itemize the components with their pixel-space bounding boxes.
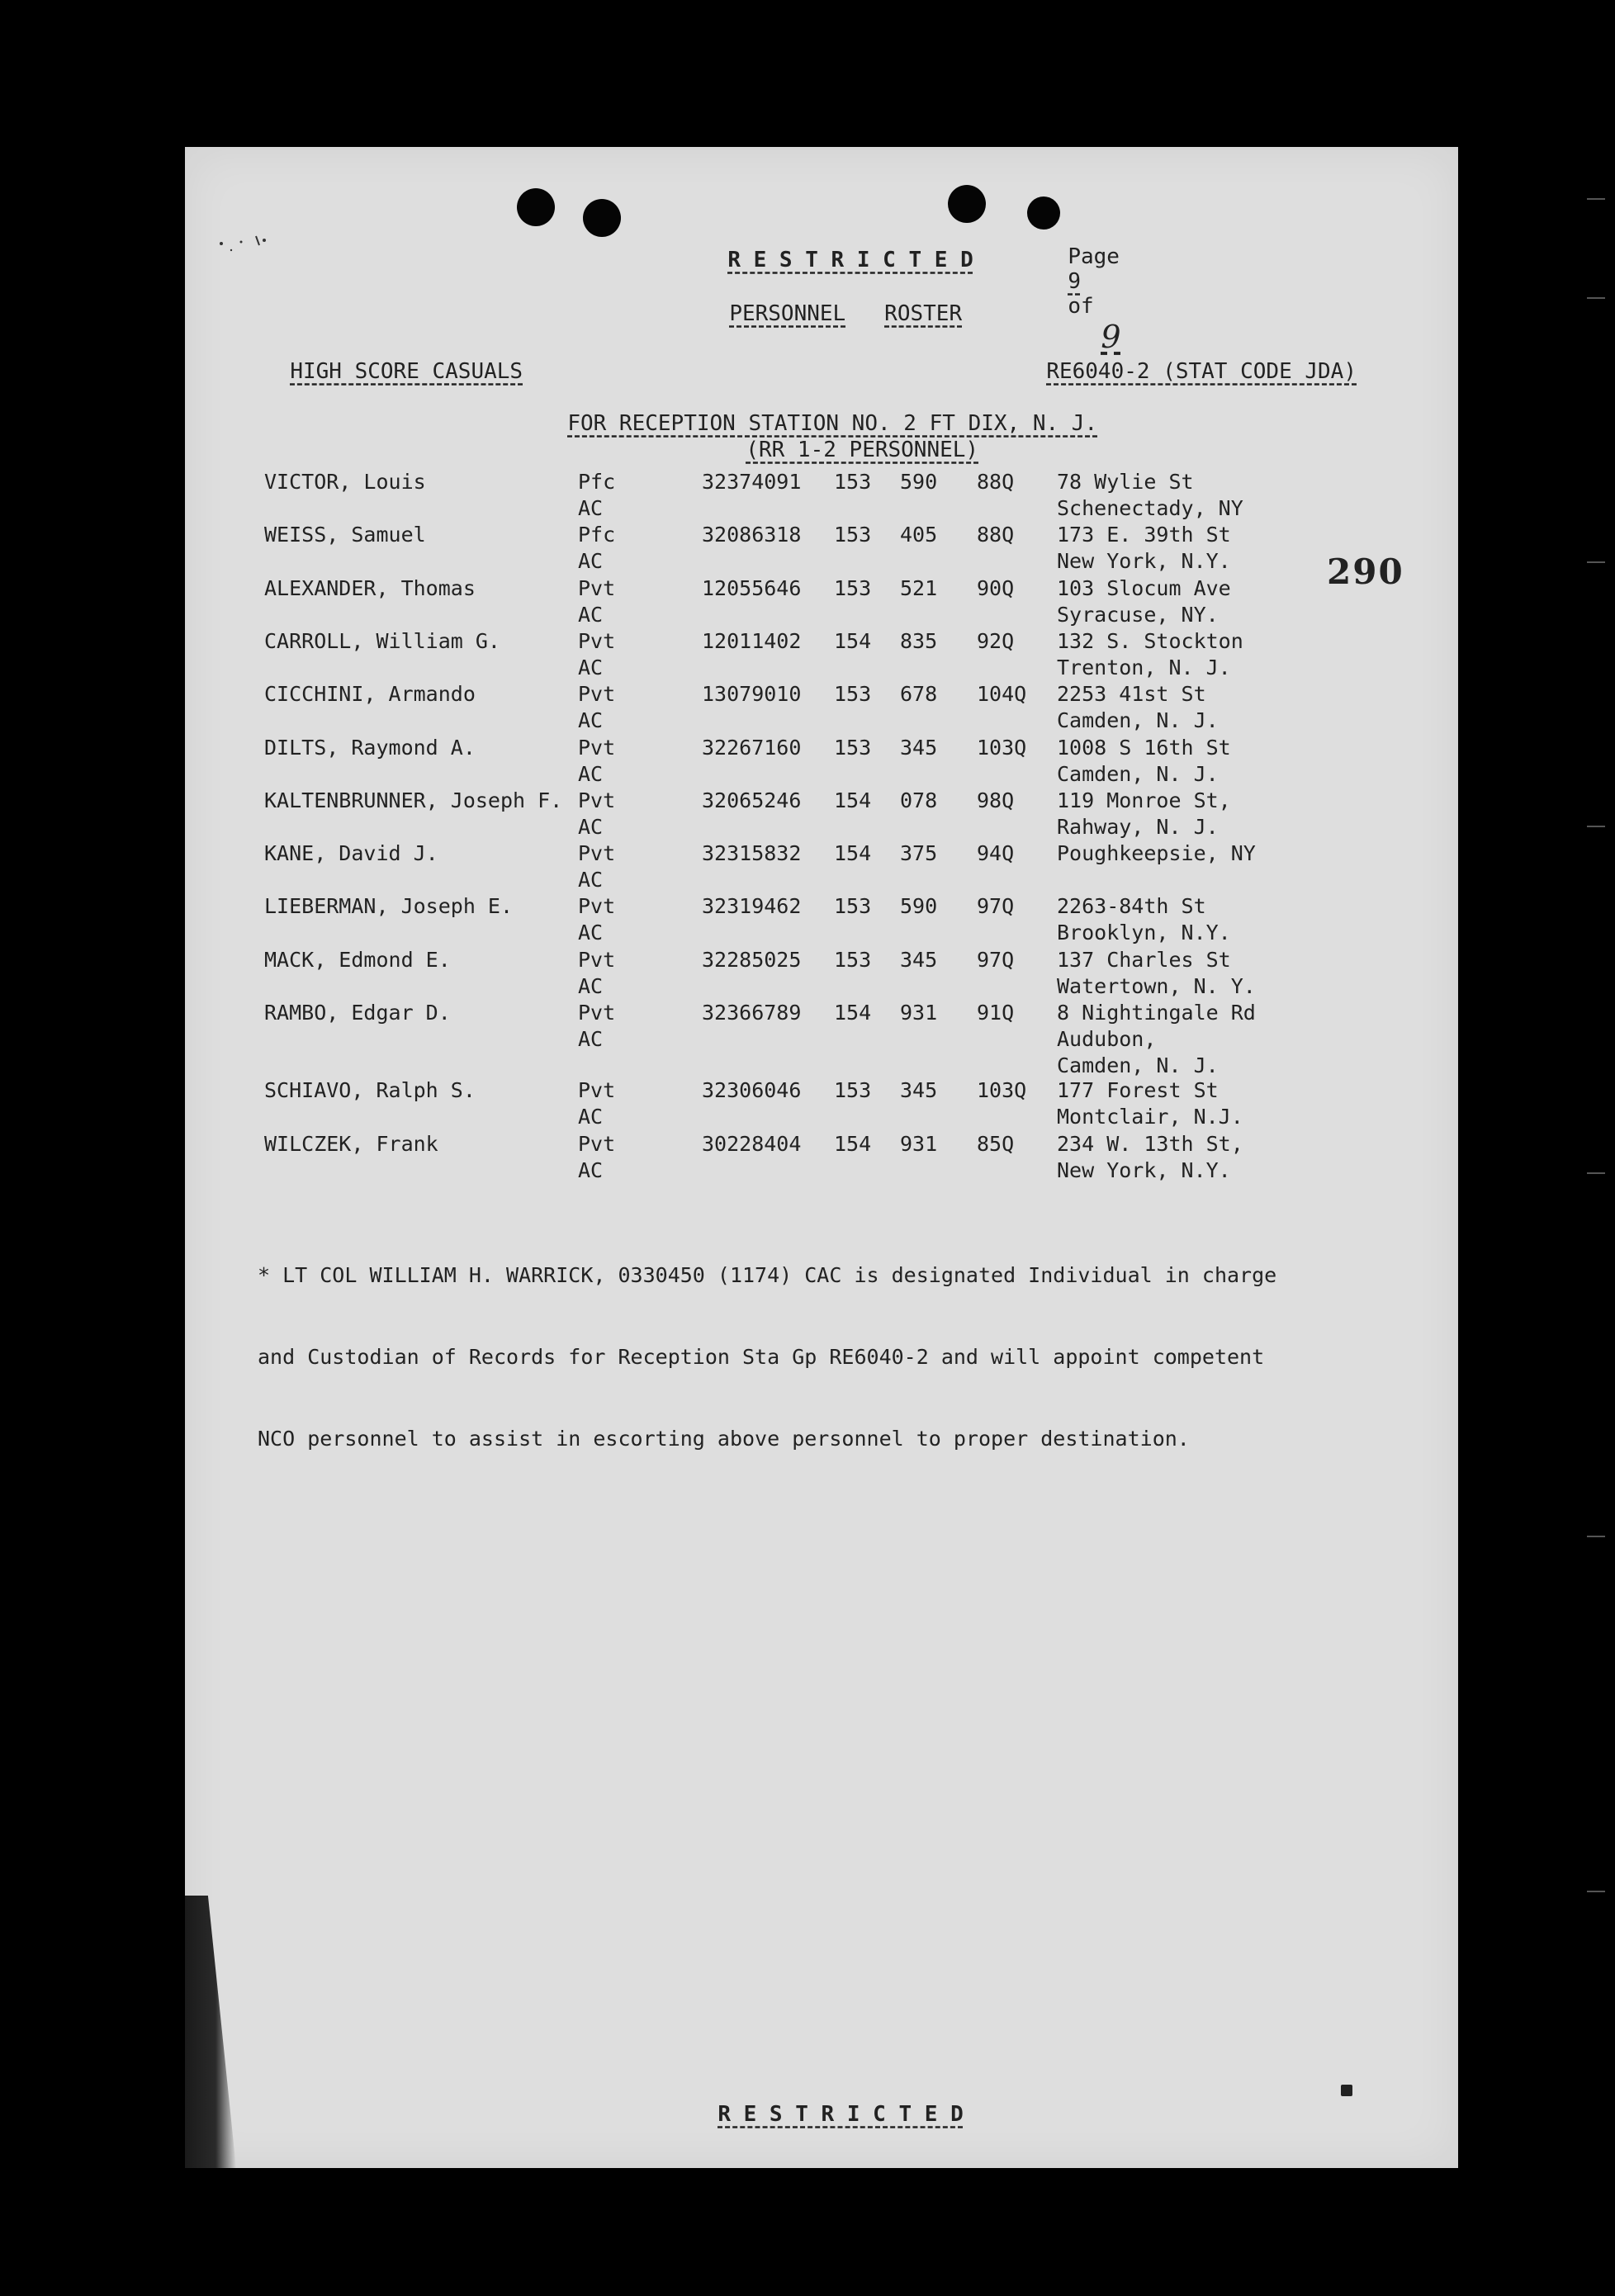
roster-branch: AC [578,868,604,892]
roster-row [0,1132,1615,1185]
roster-serial: 32065246 [702,788,802,812]
roster-serial: 32319462 [702,894,802,919]
roster-rank: Pvt [578,575,616,600]
footnote [258,1207,1276,1479]
roster-branch: AC [578,549,604,574]
roster-branch: AC [578,602,604,627]
roster-address-line: New York, N.Y. [1057,549,1231,574]
group-code: RE6040-2 (STAT CODE JDA) [1046,359,1357,384]
roster-branch: AC [578,1157,604,1182]
roster-address-line: 132 S. Stockton [1057,628,1243,653]
roster-rank: Pvt [578,1131,616,1156]
station-line-2: (RR 1-2 PERSONNEL) [746,438,979,462]
roster-row [0,576,1615,629]
page-indicator: Page 9 of 9 [1068,244,1121,355]
scan-tick [1587,1891,1605,1892]
roster-code-b: 078 [900,788,938,812]
roster-serial: 32315832 [702,841,802,866]
roster-address-line: 103 Slocum Ave [1057,575,1231,600]
roster-rank: Pvt [578,894,616,919]
roster-score: 94Q [977,841,1015,866]
roster-code-b: 678 [900,682,938,707]
roster-name: CARROLL, William G. [264,628,500,653]
roster-name: KALTENBRUNNER, Joseph F. [264,788,563,812]
roster-branch: AC [578,973,604,998]
scan-tick [1587,826,1605,827]
roster-rank: Pfc [578,470,616,494]
roster-code-b: 835 [900,628,938,653]
roster-code-a: 153 [834,1078,872,1103]
roster-row [0,682,1615,735]
roster-branch: AC [578,655,604,679]
roster-code-a: 153 [834,735,872,760]
roster-serial: 13079010 [702,682,802,707]
roster-address-line: Camden, N. J. [1057,708,1219,733]
roster-row [0,1001,1615,1077]
roster-score: 103Q [977,1078,1027,1103]
roster-address-line: Audubon, [1057,1027,1157,1051]
roster-serial: 12055646 [702,575,802,600]
roster-serial: 32267160 [702,735,802,760]
roster-address-line: 234 W. 13th St, [1057,1131,1243,1156]
roster-rank: Pvt [578,682,616,707]
roster-row [0,523,1615,575]
roster-name: WEISS, Samuel [264,523,426,547]
classification-header: R E S T R I C T E D [727,248,973,272]
roster-branch: AC [578,761,604,786]
roster-branch: AC [578,1105,604,1129]
footnote-line: and Custodian of Records for Reception Sta Gp RE6040-2 and will appoint competent [258,1345,1265,1369]
roster-address-line: 8 Nightingale Rd [1057,1001,1256,1025]
roster-name: RAMBO, Edgar D. [264,1001,451,1025]
scan-tick [1587,198,1605,200]
roster-address-line: 1008 S 16th St [1057,735,1231,760]
roster-address-line: 2253 41st St [1057,682,1206,707]
corner-mark [1341,2085,1352,2096]
roster-address-line: 173 E. 39th St [1057,523,1231,547]
roster-score: 97Q [977,894,1015,919]
roster-name: DILTS, Raymond A. [264,735,476,760]
roster-rank: Pvt [578,788,616,812]
scan-tick [1587,1536,1605,1537]
roster-code-a: 154 [834,1131,872,1156]
roster-serial: 32306046 [702,1078,802,1103]
roster-rank: Pvt [578,841,616,866]
roster-row [0,948,1615,1001]
roster-rank: Pvt [578,947,616,972]
roster-score: 85Q [977,1131,1015,1156]
roster-row [0,788,1615,841]
scan-tick [1587,1172,1605,1174]
roster-code-a: 153 [834,523,872,547]
roster-code-a: 154 [834,628,872,653]
roster-score: 91Q [977,1001,1015,1025]
roster-name: KANE, David J. [264,841,438,866]
roster-score: 88Q [977,523,1015,547]
roster-row [0,894,1615,947]
roster-code-a: 153 [834,947,872,972]
roster-score: 88Q [977,470,1015,494]
roster-serial: 32086318 [702,523,802,547]
roster-rank: Pvt [578,1001,616,1025]
roster-code-b: 521 [900,575,938,600]
roster-score: 104Q [977,682,1027,707]
scan-tick [1587,297,1605,299]
roster-rank: Pvt [578,628,616,653]
roster-code-b: 345 [900,947,938,972]
roster-branch: AC [578,708,604,733]
roster-code-b: 345 [900,1078,938,1103]
scan-tick [1587,561,1605,563]
group-name: HIGH SCORE CASUALS [290,359,523,384]
roster-code-a: 154 [834,788,872,812]
roster-address-line: Schenectady, NY [1057,496,1243,520]
roster-name: SCHIAVO, Ralph S. [264,1078,476,1103]
roster-serial: 12011402 [702,628,802,653]
roster-score: 92Q [977,628,1015,653]
footnote-line: * LT COL WILLIAM H. WARRICK, 0330450 (1174) CAC is designated Individual in charge [258,1263,1277,1287]
roster-address-line: Syracuse, NY. [1057,602,1219,627]
roster-branch: AC [578,1027,604,1051]
roster-row [0,841,1615,894]
roster-address-line: New York, N.Y. [1057,1157,1231,1182]
document-title: PERSONNEL ROSTER [729,301,963,326]
roster-branch: AC [578,921,604,945]
roster-serial: 30228404 [702,1131,802,1156]
station-line-1: FOR RECEPTION STATION NO. 2 FT DIX, N. J. [567,411,1098,436]
roster-code-b: 590 [900,894,938,919]
roster-address-line: 2263-84th St [1057,894,1206,919]
roster-rank: Pvt [578,735,616,760]
roster-branch: AC [578,814,604,839]
roster-code-b: 590 [900,470,938,494]
roster-code-a: 154 [834,1001,872,1025]
roster-row [0,470,1615,523]
roster-serial: 32374091 [702,470,802,494]
roster-score: 97Q [977,947,1015,972]
roster-address-line: Watertown, N. Y. [1057,973,1256,998]
roster-code-a: 153 [834,470,872,494]
classification-footer: R E S T R I C T E D [718,2102,964,2127]
roster-row [0,1078,1615,1131]
roster-rank: Pfc [578,523,616,547]
roster-address-line: Camden, N. J. [1057,761,1219,786]
stamped-number: 290 [1327,552,1404,592]
roster-code-b: 375 [900,841,938,866]
roster-code-a: 154 [834,841,872,866]
roster-address-line: 78 Wylie St [1057,470,1194,494]
roster-name: ALEXANDER, Thomas [264,575,476,600]
roster-address-line: Camden, N. J. [1057,1053,1219,1077]
roster-score: 98Q [977,788,1015,812]
roster-row [0,736,1615,788]
roster-address-line: Montclair, N.J. [1057,1105,1243,1129]
roster-address-line: Trenton, N. J. [1057,655,1231,679]
roster-code-b: 405 [900,523,938,547]
roster-serial: 32285025 [702,947,802,972]
roster-row [0,629,1615,682]
roster-code-b: 931 [900,1131,938,1156]
roster-address-line: 119 Monroe St, [1057,788,1231,812]
roster-name: VICTOR, Louis [264,470,426,494]
roster-name: CICCHINI, Armando [264,682,476,707]
roster-code-a: 153 [834,575,872,600]
roster-serial: 32366789 [702,1001,802,1025]
roster-branch: AC [578,496,604,520]
roster-address-line: 137 Charles St [1057,947,1231,972]
roster-address-line: Poughkeepsie, NY [1057,841,1256,866]
roster-name: LIEBERMAN, Joseph E. [264,894,514,919]
roster-name: WILCZEK, Frank [264,1131,438,1156]
roster-score: 90Q [977,575,1015,600]
roster-code-a: 153 [834,894,872,919]
roster-code-a: 153 [834,682,872,707]
footnote-line: NCO personnel to assist in escorting above personnel to proper destination. [258,1427,1190,1451]
roster-address-line: Brooklyn, N.Y. [1057,921,1231,945]
roster-name: MACK, Edmond E. [264,947,451,972]
roster-rank: Pvt [578,1078,616,1103]
roster-score: 103Q [977,735,1027,760]
roster-code-b: 931 [900,1001,938,1025]
roster-address-line: 177 Forest St [1057,1078,1219,1103]
roster-address-line: Rahway, N. J. [1057,814,1219,839]
roster-code-b: 345 [900,735,938,760]
